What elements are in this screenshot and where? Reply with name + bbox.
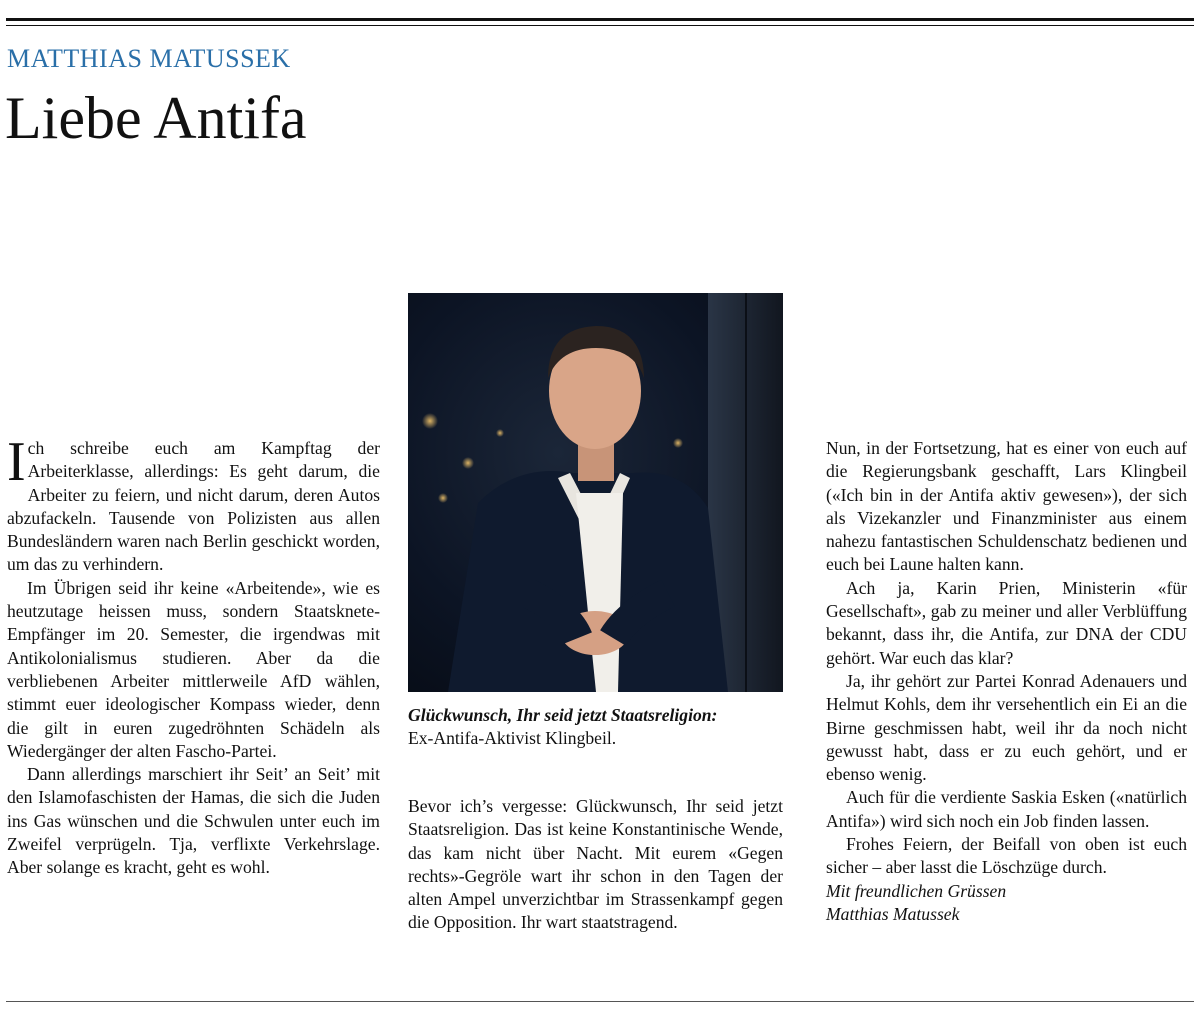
paragraph: Im Übrigen seid ihr keine «Arbeitende», wie es heutzutage heissen muss, sondern Staatsknete-Empfänger im 20. Semester, die irgendwas mit Antikolonialismus studieren. Aber da die verbliebenen Arbeiter mittlerweile AfD wählen, stimmt euer ideologischer Kompass wieder, denn die gilt in euren zugedröhnten Schädeln als Wiedergänger der alten Fascho-Partei. [7, 577, 380, 761]
article-photo [408, 293, 783, 692]
drop-cap: I [7, 431, 26, 493]
paragraph: Bevor ich’s vergesse: Glückwunsch, Ihr seid jetzt Staatsreligion. Das ist keine Konstantinische Wende, das kam nicht über Nacht. Mit eurem «Gegen rechts»-Gegröle wart ihr schon in den Tagen der alten Ampel unverzichtbar im Strassenkampf gegen die Opposition. Ihr wart staatstragend. [408, 796, 783, 933]
column-2 [408, 795, 783, 935]
top-rule-thick [6, 18, 1194, 21]
closing-salutation: Mit freundlichen Grüssen [826, 880, 1007, 901]
author-kicker: MATTHIAS MATUSSEK [7, 44, 291, 73]
paragraph [7, 431, 380, 577]
paragraph: Auch für die verdiente Saskia Esken («natürlich Antifa») wird sich noch ein Job finden lassen. [826, 787, 1187, 831]
headline: Liebe Antifa [5, 85, 307, 151]
signature: Matthias Matussek [826, 903, 960, 924]
portrait-image [408, 293, 783, 692]
paragraph-text: ch schreibe euch am Kampftag der Arbeiterklasse, allerdings: Es geht darum, die Arbeiter zu feiern, und nicht darum, deren Autos abzufackeln. Tausende von Polizisten aus allen Bundesländern waren nach Berlin geschickt worden, um das zu verhindern. [7, 438, 380, 575]
paragraph: Ach ja, Karin Prien, Ministerin «für Gesellschaft», gab zu meiner und aller Verblüffung bekannt, dass ihr, die Antifa, zur DNA der CDU gehört. War euch das klar? [826, 577, 1187, 668]
paragraph: Ja, ihr gehört zur Partei Konrad Adenauers und Helmut Kohls, dem ihr versehentlich ein Ei an die Birne geschmissen habt, weil ihr da noch nicht gewusst habt, dass er zu euch gehört, und er ebenso wenig. [826, 670, 1187, 785]
caption-bold: Glückwunsch, Ihr seid jetzt Staatsreligion: [408, 705, 718, 725]
paragraph: Nun, in der Fortsetzung, hat es einer von euch auf die Regierungsbank geschafft, Lars Klingbeil («Ich bin in der Antifa aktiv gewesen»), der sich als Vizekanzler und Finanzminister aus einem nahezu fantastischen Schuldenschatz bedienen und euch bei Laune halten kann. [826, 438, 1187, 575]
paragraph: Dann allerdings marschiert ihr Seit’ an Seit’ mit den Islamofaschisten der Hamas, die sich die Juden ins Gas wünschen und die Schwulen unter euch im Zweifel verprügeln. Tja, verflixte Verkehrslage. Aber solange es kracht, geht es wohl. [7, 764, 380, 878]
paragraph: Frohes Feiern, der Beifall von oben ist euch sicher – aber lasst die Löschzüge durch. [826, 834, 1187, 878]
column-3 [826, 437, 1187, 926]
photo-caption [408, 704, 788, 751]
column-1 [7, 431, 380, 880]
caption-text: Ex-Antifa-Aktivist Klingbeil. [408, 728, 617, 749]
top-rule-thin [6, 25, 1194, 26]
bottom-rule [6, 1001, 1194, 1002]
